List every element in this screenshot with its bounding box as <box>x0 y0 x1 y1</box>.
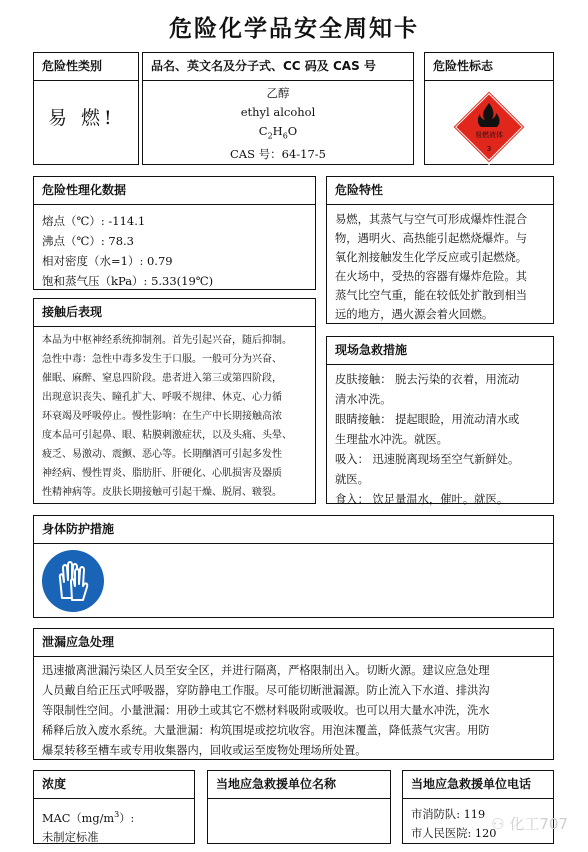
boiling-point: 沸点（℃）: 78.3 <box>42 234 134 248</box>
cas-number: CAS 号：64-17-5 <box>230 147 326 162</box>
first-aid-line: 皮肤接触： 脱去污染的衣着，用流动 <box>335 373 520 386</box>
first-aid-line: 吸入： 迅速脱离现场至空气新鲜处。 <box>335 453 520 466</box>
chemical-name-box <box>142 52 414 165</box>
chemical-name-header: 品名、英文名及分子式、CC 码及 CAS 号 <box>143 53 413 81</box>
leak-response-box <box>33 628 554 760</box>
characteristics-header: 危险特性 <box>327 177 553 205</box>
concentration-header: 浓度 <box>34 771 194 799</box>
exposure-line: 催眠、麻醉、窒息四阶段。患者进入第三或第四阶段， <box>42 373 282 384</box>
first-aid-box <box>326 336 554 504</box>
exposure-line: 出现意识丧失、瞳孔扩大、呼吸不规律、休克、心力循 <box>42 392 282 403</box>
characteristics-line: 远的地方，遇火源会着火回燃。 <box>335 308 494 321</box>
characteristics-line: 氧化剂接触发生化学反应或引起燃烧。 <box>335 251 528 264</box>
characteristics-line: 物，遇明火、高热能引起燃烧爆炸。与 <box>335 232 528 245</box>
hazard-characteristics-box <box>326 176 554 324</box>
concentration-box <box>33 770 195 844</box>
leak-line: 人员戴自给正压式呼吸器，穿防静电工作服。尽可能切断泄漏源。防止流入下水道、排洪沟 <box>42 684 490 697</box>
exposure-line: 环衰竭及呼吸停止。慢性影响：在生产中长期接触高浓 <box>42 411 282 422</box>
first-aid-line: 就医。 <box>335 473 369 486</box>
leak-header: 泄漏应急处理 <box>34 629 553 657</box>
hazard-class-box <box>33 52 139 165</box>
exposure-line: 神经病、慢性胃炎、脂肪肝、肝硬化、心肌损害及器质 <box>42 468 282 479</box>
first-aid-line: 眼睛接触： 提起眼睑，用流动清水或 <box>335 413 520 426</box>
characteristics-line: 在火场中，受热的容器有爆炸危险。其 <box>335 270 528 283</box>
leak-line: 等限制性空间。小量泄漏：用砂土或其它不燃材料吸附或吸收。也可以用大量水冲洗，洗水 <box>42 704 490 717</box>
gloves-icon <box>40 548 106 614</box>
exposure-line: 性精神病等。皮肤长期接触可引起干燥、脱屑、皲裂。 <box>42 487 282 498</box>
mac-label: $MAC(mg/m^3)$: <box>42 810 135 825</box>
hazard-sign-box <box>424 52 554 165</box>
english-name: ethyl alcohol <box>240 105 316 119</box>
first-aid-line: 清水冲洗。 <box>335 393 392 406</box>
hazard-class-header: 危险性类别 <box>34 53 138 81</box>
characteristics-line: 易燃，其蒸气与空气可形成爆炸性混合 <box>335 213 528 226</box>
rescue-unit-box <box>207 770 391 844</box>
physchem-header: 危险性理化数据 <box>34 177 315 205</box>
chinese-name: 乙醇 <box>266 86 290 100</box>
molecular-formula: $C_2H_6O$ <box>258 124 298 141</box>
leak-line: 稀释后放入废水系统。大量泄漏：构筑围堤或挖坑收容。用泡沫覆盖，降低蒸气灾害。用防 <box>42 724 490 737</box>
rescue-phone-header: 当地应急救援单位电话 <box>403 771 553 799</box>
watermark <box>491 813 568 834</box>
concentration-value: 未制定标准 <box>42 830 99 844</box>
wechat-icon: ⚇ <box>491 815 505 833</box>
protection-header: 身体防护措施 <box>34 516 553 544</box>
page-title: 危险化学品安全周知卡 <box>169 16 419 42</box>
leak-line: 爆泵转移至槽车或专用收集器内，回收或运至废物处理场所处置。 <box>42 744 367 757</box>
fire-department-phone: 市消防队: 119 <box>411 808 486 821</box>
vapor-pressure: 饱和蒸气压（kPa）: 5.33(19℃) <box>42 274 214 288</box>
sign-label: 易燃液体 <box>475 131 503 139</box>
exposure-line: 度本品可引起鼻、眼、粘膜刺激症状，以及头痛、头晕、 <box>42 430 292 441</box>
exposure-header: 接触后表现 <box>34 299 315 327</box>
flammable-liquid-sign-icon <box>451 89 527 165</box>
watermark-text: 化工707 <box>509 815 568 833</box>
hazard-class-value: 易 燃! <box>48 107 116 129</box>
rescue-unit-header: 当地应急救援单位名称 <box>208 771 390 799</box>
relative-density: 相对密度（水=1）: 0.79 <box>42 254 173 268</box>
melting-point: 熔点（℃）: -114.1 <box>42 214 146 228</box>
first-aid-line: 食入： 饮足量温水，催吐。就医。 <box>335 493 509 506</box>
leak-line: 迅速撤离泄漏污染区人员至安全区，并进行隔离，严格限制出入。切断火源。建议应急处理 <box>42 664 490 677</box>
first-aid-header: 现场急救措施 <box>327 337 553 365</box>
hospital-phone: 市人民医院: 120 <box>411 827 497 840</box>
hazard-sign-header: 危险性标志 <box>425 53 553 81</box>
exposure-line: 本品为中枢神经系统抑制剂。首先引起兴奋，随后抑制。 <box>42 335 292 346</box>
first-aid-line: 生理盐水冲洗。就医。 <box>335 433 448 446</box>
characteristics-line: 蒸气比空气重，能在较低处扩散到相当 <box>335 289 528 302</box>
exposure-box <box>33 298 316 504</box>
physchem-box <box>33 176 316 290</box>
protection-box <box>33 515 554 618</box>
sign-class-number: 3 <box>486 145 492 153</box>
exposure-line: 急性中毒：急性中毒多发生于口服。一般可分为兴奋、 <box>42 354 282 365</box>
exposure-line: 疲乏、易激动、震颤、恶心等。长期酗酒可引起多发性 <box>42 449 282 460</box>
